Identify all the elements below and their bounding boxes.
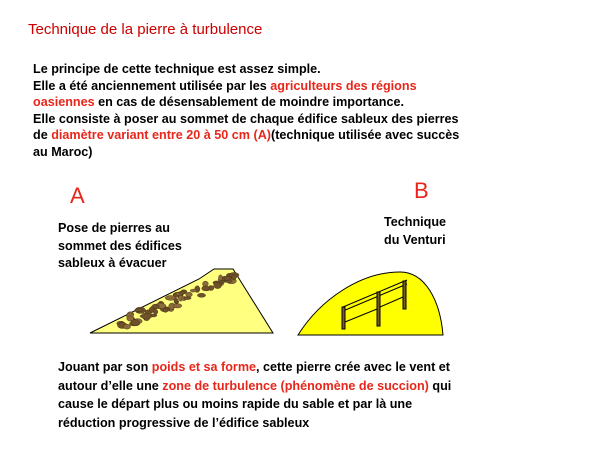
bottom-text: Jouant par son bbox=[58, 360, 152, 374]
intro-line-1: Le principe de cette technique est assez simple. bbox=[33, 62, 321, 76]
intro-text: Elle a été anciennement utilisée par les bbox=[33, 78, 271, 93]
intro-line-4: Elle consiste à poser au sommet de chaque édifice sableux des pierres bbox=[33, 111, 459, 126]
bottom-line-3: cause le départ plus ou moins rapide du sable et par là une bbox=[58, 397, 413, 412]
intro-line-6: au Maroc) bbox=[33, 144, 93, 159]
caption-line: sableux à évacuer bbox=[58, 256, 167, 270]
bottom-text: , cette pierre crée avec le vent et bbox=[256, 360, 450, 374]
bottom-line-2 bbox=[58, 377, 578, 396]
bottom-line-1 bbox=[58, 358, 578, 377]
caption-line: Technique bbox=[384, 215, 447, 229]
highlight-turbulence: zone de turbulence (phénomène de succion) bbox=[162, 378, 429, 393]
caption-line: du Venturi bbox=[384, 232, 446, 247]
figure-b-letter: B bbox=[414, 178, 429, 203]
bottom-text: autour d’elle une bbox=[58, 378, 163, 393]
bottom-line-4: réduction progressive de l’édifice sableux bbox=[58, 416, 310, 431]
bottom-text: qui bbox=[428, 378, 452, 393]
intro-text: en cas de désensablement de moindre importance. bbox=[94, 95, 404, 110]
highlight-oases: oasiennes bbox=[33, 95, 95, 110]
caption-line: sommet des édifices bbox=[58, 238, 182, 253]
highlight-diameter: diamètre variant entre 20 à 50 cm (A) bbox=[51, 128, 271, 143]
bottom-paragraph bbox=[58, 358, 578, 433]
sand-dune-b bbox=[298, 272, 443, 335]
caption-line: Pose de pierres au bbox=[58, 221, 170, 235]
slide-title: Technique de la pierre à turbulence bbox=[28, 21, 263, 38]
figure-a-letter: A bbox=[70, 183, 85, 208]
intro-text: de bbox=[33, 128, 52, 143]
intro-text: (technique utilisée avec succès bbox=[271, 128, 460, 143]
highlight-farmers: agriculteurs des régions bbox=[270, 78, 417, 93]
highlight-weight-shape: poids et sa forme bbox=[151, 360, 257, 374]
